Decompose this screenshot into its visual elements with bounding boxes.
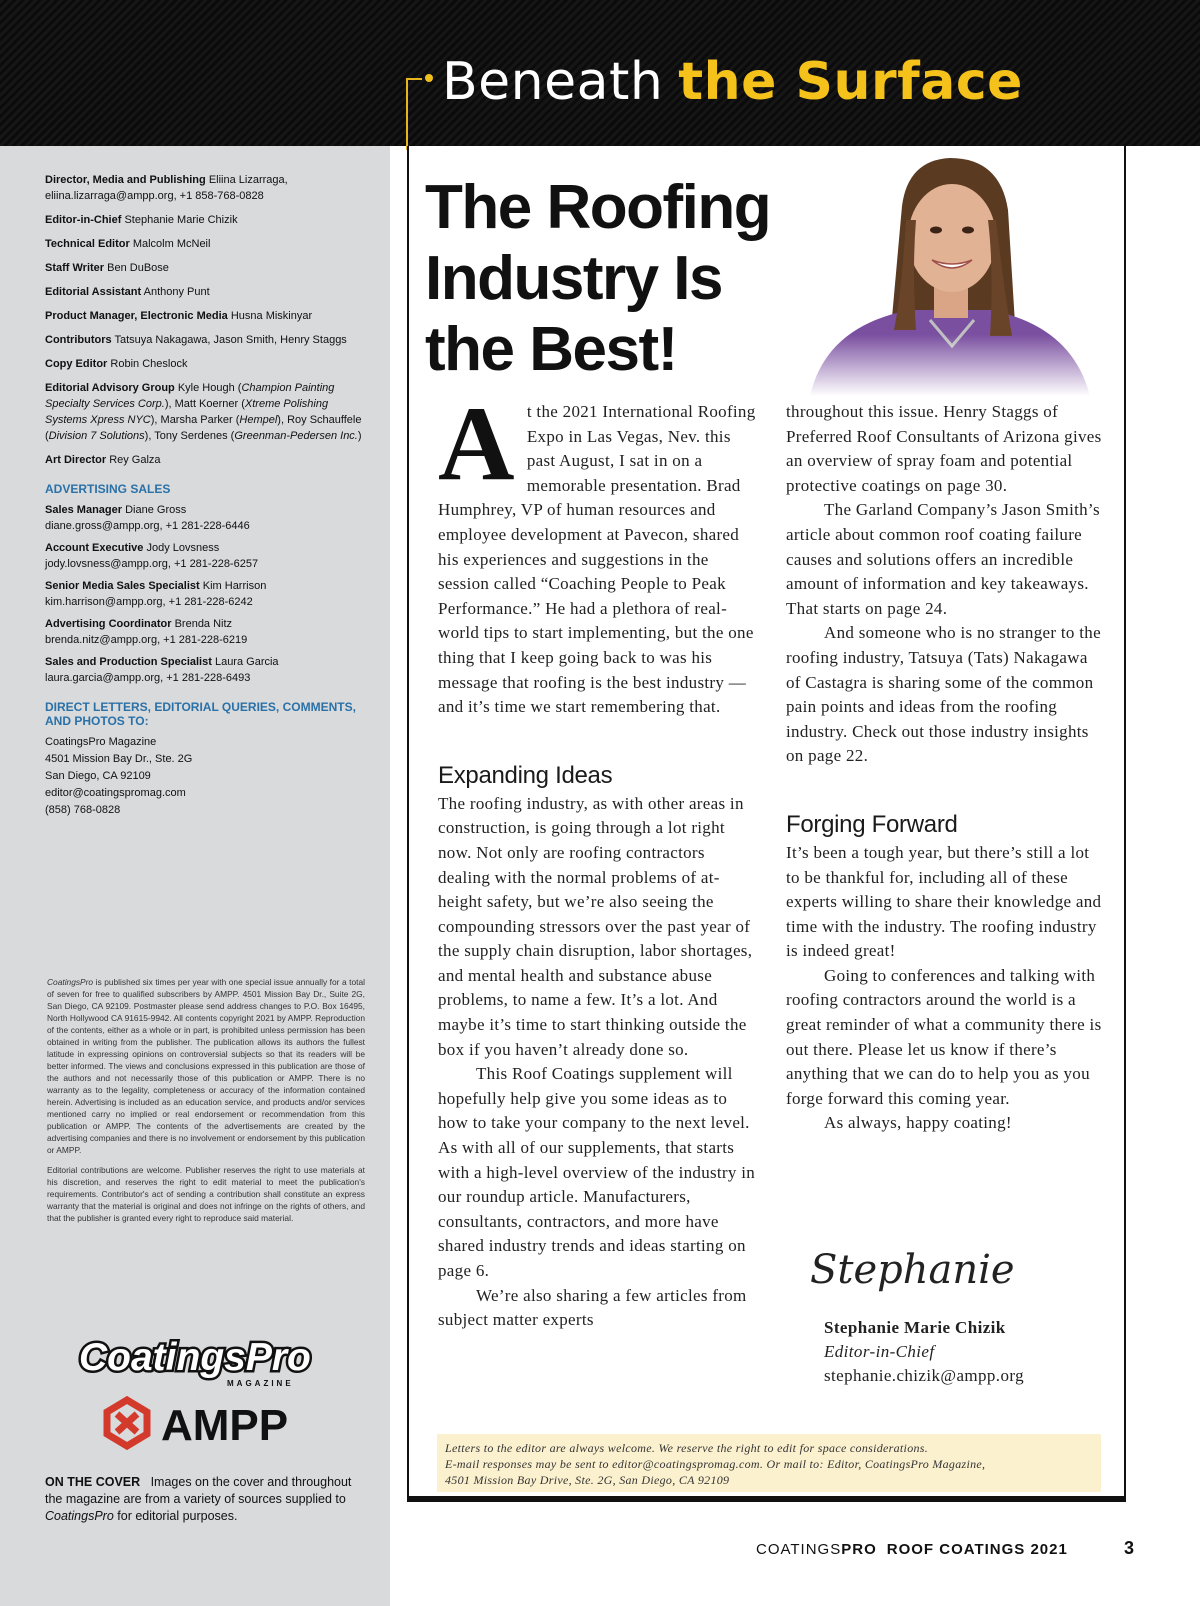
advisory-text: ), Marsha Parker ( (150, 414, 240, 426)
advertising-role: Account Executive (45, 542, 144, 554)
advisory-org: Division 7 Solutions (48, 430, 145, 442)
masthead-sidebar (0, 146, 390, 1606)
legal-notice (47, 976, 365, 1232)
advisory-org: Champion Painting Specialty Services Corp. (45, 382, 335, 410)
masthead-name: Eliina Lizarraga, (208, 174, 288, 186)
masthead-name: Anthony Punt (143, 286, 210, 298)
masthead-entry (45, 260, 365, 276)
article-paragraph: As always, happy coating! (824, 1113, 1012, 1133)
page-number: 3 (1124, 1538, 1135, 1558)
editor-email-link[interactable]: editor@coatingspromag.com (45, 787, 186, 799)
subhead-forging-forward: Forging Forward (786, 810, 958, 838)
legal-paragraph: Editorial contributions are welcome. Publisher reserves the right to use materials at his discretion, and reserves the right to edit material to meet the publication's requirements. Contributor's act of sending a contribution shall constitute an express warranty that the material is original and does not infringe on the rights of others, and that the publisher is granted every right to reproduce said material. (47, 1165, 365, 1223)
masthead-name: Malcolm McNeil (132, 238, 211, 250)
masthead-list (45, 172, 365, 819)
masthead-name: Tatsuya Nakagawa, Jason Smith, Henry Staggs (114, 334, 347, 346)
ampp-logo (97, 1394, 327, 1452)
legal-paragraph (47, 976, 365, 1156)
article-paragraph: t the 2021 International Roofing Expo in Las Vegas, Nev. this past August, I sat in on a memorable presentation. Brad Humphrey, VP of human resources and employee development at Pavecon, shared his experiences and suggestions in the session called “Coaching People to Peak Performance.” He had a plethora of real-world tips to start implementing, but the one thing that I keep going back to was his message that roofing is the best industry — and it’s time we start remembering that. (438, 402, 756, 717)
advertising-role: Advertising Coordinator (45, 618, 172, 630)
advertising-heading: ADVERTISING SALES (45, 482, 171, 496)
author-signature: Stephanie (810, 1247, 1015, 1293)
masthead-entry (45, 308, 365, 324)
advertising-role: Sales Manager (45, 504, 123, 516)
cover-note-label: ON THE COVER (45, 1475, 141, 1489)
article-headline (425, 172, 795, 385)
article-column-1 (438, 385, 756, 1333)
letters-to-editor-box (437, 1434, 1101, 1492)
advisory-text: ), Roy Schauffele ( (45, 414, 362, 442)
article-paragraph: It’s been a tough year, but there’s still a lot to be thankful for, including all of these experts willing to share their knowledge and time with the industry. The roofing industry is indeed great! (786, 842, 1102, 961)
advisory-org: Xtreme Polishing Systems Xpress NYC (45, 398, 329, 426)
advertising-entry (45, 540, 365, 572)
masthead-name: Stephanie Marie Chizik (124, 214, 238, 226)
advisory-text: ) (357, 430, 362, 442)
advisory-org: Hempel (239, 414, 278, 426)
advertising-contact: kim.harrison@ampp.org, +1 281-228-6242 (45, 596, 253, 608)
section-title (442, 52, 1023, 112)
masthead-entry (45, 284, 365, 300)
masthead-name: Robin Cheslock (110, 358, 188, 370)
author-email-link[interactable]: stephanie.chizik@ampp.org (824, 1366, 1025, 1385)
masthead-entry (45, 236, 365, 252)
advertising-contact: jody.lovsness@ampp.org, +1 281-228-6257 (45, 558, 259, 570)
masthead-entry (45, 172, 365, 204)
article-paragraph: We’re also sharing a few articles from subject matter experts (438, 1285, 747, 1330)
advertising-name: Brenda Nitz (174, 618, 233, 630)
masthead-name: Husna Miskinyar (230, 310, 313, 322)
masthead-role: Staff Writer (45, 262, 105, 274)
legal-text: is published six times per year with one special issue annually for a total of seven for free to qualified subscribers by AMPP. 4501 Mission Bay Dr., Suite 2G, San Diego, CA 92109. Postmaster please send address changes to P.O. Box 16495, North Hollywood CA 91615-9942. All contents copyright 2021 by AMPP. Reproduction of the contents, either as a whole or in part, is prohibited unless permission has been obtained in writing from the publisher. The publication allows its authors the fullest latitude in expressing opinions on controversial subjects so that its readers will be better informed. The views and conclusions expressed in this publication are those of the authors and not necessarily those of this publication or AMPP. There is no warranty as to the legality, completeness or accuracy of the information contained herein. Advertising is included as an education service, and products and/or services mentioned carry no implied or real endorsement or recommendation from this publication or AMPP. The contents of the advertisements are created by the advertising companies and there is no involvement or endorsement by this publication or AMPP. (47, 977, 365, 1155)
section-title-light: Beneath (442, 52, 664, 112)
letters-contact-line: San Diego, CA 92109 (45, 770, 151, 782)
author-signoff (824, 1316, 1114, 1388)
legal-pub-name: CoatingsPro (47, 977, 94, 987)
letters-box-line: 4501 Mission Bay Drive, Ste. 2G, San Diego, CA 92109 (445, 1473, 730, 1487)
masthead-entry (45, 212, 365, 228)
banner-dot-icon (425, 74, 433, 82)
letters-box-line: E-mail responses may be sent to editor@coatingspromag.com. Or mail to: Editor, CoatingsPro Magazine, (445, 1457, 986, 1471)
advertising-name: Diane Gross (125, 504, 187, 516)
drop-cap: A (438, 385, 515, 502)
masthead-role: Contributors (45, 334, 112, 346)
banner-bracket-decoration (406, 78, 422, 150)
masthead-entry (45, 452, 365, 468)
advertising-entry (45, 502, 365, 534)
advertising-contact: brenda.nitz@ampp.org, +1 281-228-6219 (45, 634, 248, 646)
masthead-role: Editor-in-Chief (45, 214, 122, 226)
advertising-contact: laura.garcia@ampp.org, +1 281-228-6493 (45, 672, 251, 684)
masthead-role: Editorial Assistant (45, 286, 142, 298)
page-footer (756, 1540, 1068, 1560)
advisory-org: Greenman-Pedersen Inc. (234, 430, 358, 442)
advertising-name: Kim Harrison (202, 580, 267, 592)
advertising-contact: diane.gross@ampp.org, +1 281-228-6446 (45, 520, 250, 532)
article-paragraph: This Roof Coatings supplement will hopefully help give you some ideas as to how to take your company to the next level. As with all of our supplements, that starts with a high-level overview of the industry in our roundup article. Manufacturers, consultants, contractors, and more have shared industry trends and ideas starting on page 6. (438, 1064, 756, 1280)
cover-note (45, 1474, 367, 1525)
section-title-bold: the Surface (678, 52, 1023, 112)
headline-line: The Roofing (425, 173, 771, 242)
masthead-role: Product Manager, Electronic Media (45, 310, 228, 322)
masthead-name: Rey Galza (109, 454, 161, 466)
footer-section: ROOF COATINGS 2021 (886, 1541, 1068, 1558)
letters-contact-phone: (858) 768-0828 (45, 804, 121, 816)
masthead-name: Ben DuBose (107, 262, 169, 274)
advisory-role: Editorial Advisory Group (45, 382, 175, 394)
letters-contact-line: 4501 Mission Bay Dr., Ste. 2G (45, 753, 193, 765)
advisory-text: Kyle Hough ( (177, 382, 242, 394)
article-paragraph: And someone who is no stranger to the roofing industry, Tatsuya (Tats) Nakagawa of Castagra is sharing some of the common pain points and ideas from the roofing industry. Check out those industry insights on page 22. (786, 623, 1101, 766)
masthead-role: Copy Editor (45, 358, 108, 370)
cover-note-pub: CoatingsPro (45, 1509, 114, 1523)
headline-line: Industry Is (425, 244, 723, 313)
article-paragraph: Going to conferences and talking with roofing contractors around the world is a great reminder of what a community there is out there. Please let us know if there’s anything that we can do to help you as you forge forward this coming year. (786, 965, 1102, 1108)
advertising-role: Senior Media Sales Specialist (45, 580, 200, 592)
coatingspro-logo (75, 1330, 345, 1390)
footer-pub-name-bold: PRO (841, 1541, 877, 1558)
advertising-entry (45, 578, 365, 610)
article-paragraph: The roofing industry, as with other areas in construction, is going through a lot right now. Not only are roofing contractors dealing with the normal problems of at-height safety, but we’re also seeing the compounding stressors over the past year of the supply chain disruption, labor shortages, and mental health and substance abuse problems, to name a few. It’s a lot. And maybe it’s time to start thinking outside the box if you haven’t already done so. (438, 793, 753, 1059)
cover-note-text: Images on the cover and throughout the magazine are from a variety of sources supplied to (45, 1475, 352, 1506)
article-column-2 (786, 400, 1104, 1136)
advisory-group (45, 380, 365, 444)
masthead-role: Director, Media and Publishing (45, 174, 206, 186)
author-name: Stephanie Marie Chizik (824, 1318, 1006, 1337)
coatingspro-logo-text: CoatingsPro (79, 1336, 311, 1379)
masthead-entry (45, 332, 365, 348)
article-paragraph: throughout this issue. Henry Staggs of Preferred Roof Consultants of Arizona gives an overview of spray foam and potential protective coatings on page 30. (786, 402, 1102, 495)
advisory-text: ), Tony Serdenes ( (144, 430, 235, 442)
letters-contact-line: CoatingsPro Magazine (45, 736, 157, 748)
letters-contact-heading: DIRECT LETTERS, EDITORIAL QUERIES, COMMENTS, AND PHOTOS TO: (45, 700, 356, 728)
masthead-entry (45, 356, 365, 372)
advertising-entry (45, 654, 365, 686)
advertising-name: Laura Garcia (214, 656, 279, 668)
masthead-role: Art Director (45, 454, 107, 466)
subhead-expanding-ideas: Expanding Ideas (438, 761, 613, 789)
author-photo (790, 150, 1110, 396)
coatingspro-logo-sub: MAGAZINE (227, 1379, 294, 1388)
masthead-role: Technical Editor (45, 238, 130, 250)
article-paragraph: The Garland Company’s Jason Smith’s article about common roof coating failure causes and solutions offers an incredible amount of information and key takeaways. That starts on page 24. (786, 500, 1100, 618)
advisory-text: ), Matt Koerner ( (164, 398, 245, 410)
cover-note-text: for editorial purposes. (113, 1509, 238, 1523)
ampp-logo-mark (107, 1400, 147, 1446)
ampp-logo-text: AMPP (161, 1401, 289, 1450)
headline-line: the Best! (425, 315, 677, 384)
masthead-contact: eliina.lizarraga@ampp.org, +1 858-768-0828 (45, 190, 264, 202)
advertising-entry (45, 616, 365, 648)
letters-box-line: Letters to the editor are always welcome. We reserve the right to edit for space considerations. (445, 1441, 929, 1455)
advertising-role: Sales and Production Specialist (45, 656, 212, 668)
footer-pub-name: COATINGS (756, 1541, 842, 1558)
advertising-name: Jody Lovsness (146, 542, 220, 554)
author-title: Editor-in-Chief (824, 1342, 935, 1361)
